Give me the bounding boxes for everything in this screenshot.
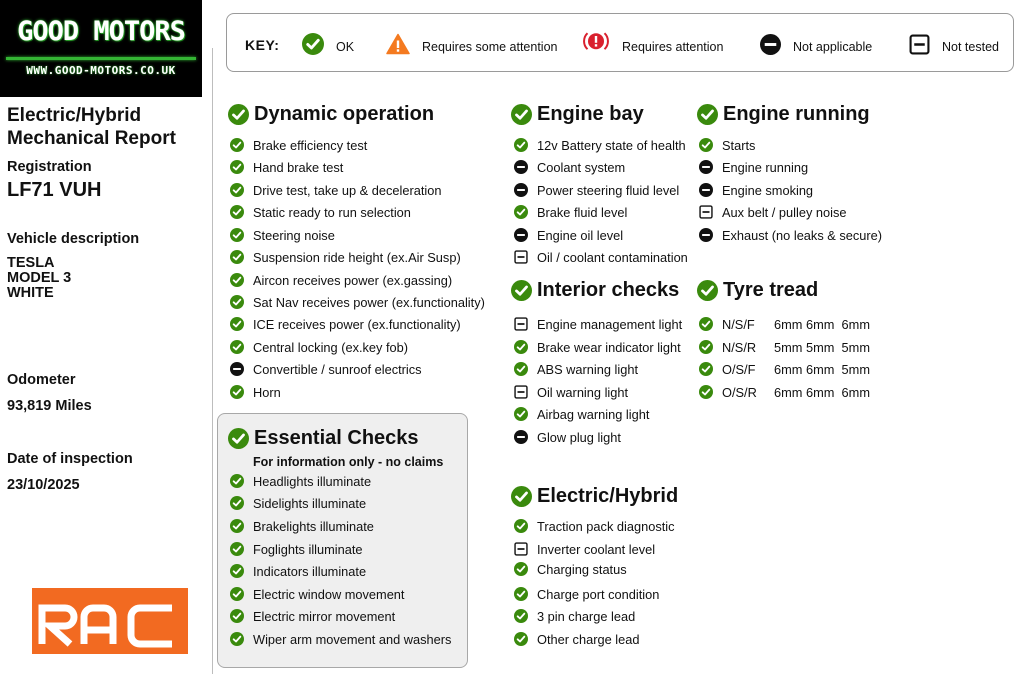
status-icon [230, 183, 244, 197]
tyre-depths: 5mm 5mm 5mm [774, 339, 870, 355]
key-item-na [760, 32, 872, 56]
check-label: Suspension ride height (ex.Air Susp) [253, 249, 461, 265]
check-label: Brake wear indicator light [537, 339, 681, 355]
section-title-text: Essential Checks [254, 427, 419, 449]
check-label: Convertible / sunroof electrics [253, 361, 422, 377]
check-label: Foglights illuminate [253, 541, 363, 557]
section-status-icon [511, 280, 532, 301]
check-item [230, 473, 371, 489]
section-title-interior-checks [511, 279, 679, 302]
odometer-value: 93,819 Miles [7, 398, 92, 414]
check-item [514, 406, 649, 422]
status-icon [699, 362, 713, 376]
check-label: Drive test, take up & deceleration [253, 182, 442, 198]
section-title-tyre-tread [697, 279, 818, 302]
key-label: KEY: [245, 37, 280, 53]
section-title-text: Electric/Hybrid [537, 485, 679, 507]
logo-url: WWW.GOOD-MOTORS.CO.UK [26, 64, 176, 77]
check-label: Charge port condition [537, 586, 660, 602]
check-item [230, 541, 363, 557]
status-key [226, 13, 1014, 72]
check-item [230, 137, 367, 153]
status-icon [699, 228, 713, 242]
status-icon [230, 587, 244, 601]
check-label: 3 pin charge lead [537, 608, 636, 624]
check-item [514, 204, 627, 220]
check-label: Charging status [537, 561, 627, 577]
status-icon [230, 519, 244, 533]
check-label: Sat Nav receives power (ex.functionality) [253, 294, 485, 310]
section-status-icon [228, 104, 249, 125]
check-item [699, 182, 813, 198]
status-icon [699, 340, 713, 354]
key-text-some-attention: Requires some attention [422, 40, 558, 54]
check-label: Other charge lead [537, 631, 640, 647]
registration-value: LF71 VUH [7, 179, 102, 201]
check-item [514, 541, 655, 557]
section-title-text: Engine running [723, 103, 870, 125]
check-label: ABS warning light [537, 361, 639, 377]
status-icon [230, 632, 244, 646]
status-icon [514, 183, 528, 197]
tyre-depths: 6mm 6mm 5mm [774, 361, 870, 377]
status-icon [699, 317, 713, 331]
check-label: Brake fluid level [537, 204, 628, 220]
check-label: Aux belt / pulley noise [722, 204, 847, 220]
check-label: Inverter coolant level [537, 541, 656, 557]
check-item [230, 182, 442, 198]
company-logo [0, 0, 202, 97]
column-divider [212, 48, 213, 674]
status-icon [230, 496, 244, 510]
tyre-row [699, 316, 870, 332]
not-tested-icon [909, 34, 930, 55]
key-item-ok [302, 32, 354, 56]
status-icon [514, 430, 528, 444]
check-label: Glow plug light [537, 429, 621, 445]
status-icon [230, 160, 244, 174]
tyre-row [699, 361, 870, 377]
check-label: Engine management light [537, 316, 683, 332]
check-label: Engine oil level [537, 227, 624, 243]
status-icon [514, 228, 528, 242]
check-item [230, 249, 461, 265]
check-item [514, 561, 627, 577]
attention-alert-icon [582, 30, 610, 58]
odometer-label: Odometer [7, 372, 76, 388]
status-icon [230, 273, 244, 287]
status-icon [514, 340, 528, 354]
check-label: Brake efficiency test [253, 137, 368, 153]
status-icon [514, 587, 528, 601]
status-icon [514, 250, 528, 264]
status-icon [514, 160, 528, 174]
check-label: Hand brake test [253, 159, 344, 175]
section-title-engine-running [697, 103, 870, 126]
section-title-text: Engine bay [537, 103, 644, 125]
section-status-icon [511, 104, 532, 125]
section-title-dynamic-operation [228, 103, 434, 126]
check-label: Sidelights illuminate [253, 495, 367, 511]
status-icon [230, 340, 244, 354]
check-label: Central locking (ex.key fob) [253, 339, 409, 355]
status-icon [514, 609, 528, 623]
check-label: Engine running [722, 159, 809, 175]
status-icon [230, 362, 244, 376]
warning-triangle-icon [386, 32, 410, 56]
check-item [230, 631, 451, 647]
check-label: Engine smoking [722, 182, 814, 198]
key-text-attention: Requires attention [622, 40, 724, 54]
not-applicable-icon [760, 34, 781, 55]
status-icon [514, 205, 528, 219]
status-icon [230, 609, 244, 623]
section-status-icon [228, 428, 249, 449]
check-label: Oil / coolant contamination [537, 249, 688, 265]
check-item [230, 227, 335, 243]
status-icon [514, 632, 528, 646]
status-icon [699, 183, 713, 197]
check-item [514, 137, 686, 153]
check-item [230, 316, 461, 332]
tyre-position: O/S/R [722, 384, 757, 400]
check-label: Indicators illuminate [253, 563, 367, 579]
status-icon [230, 317, 244, 331]
status-icon [230, 474, 244, 488]
check-label: Exhaust (no leaks & secure) [722, 227, 883, 243]
check-label: Electric window movement [253, 586, 405, 602]
status-icon [514, 317, 528, 331]
check-item [699, 137, 755, 153]
check-item [230, 159, 343, 175]
check-label: Wiper arm movement and washers [253, 631, 452, 647]
key-item-some-attention [386, 32, 558, 56]
logo-name: GOOD MOTORS [17, 16, 185, 47]
key-item-not-tested [909, 32, 999, 56]
check-item [699, 204, 847, 220]
tyre-position: N/S/F [722, 316, 755, 332]
check-item [230, 204, 411, 220]
section-status-icon [511, 486, 532, 507]
check-item [230, 272, 452, 288]
status-icon [230, 138, 244, 152]
status-icon [514, 385, 528, 399]
check-item [514, 159, 625, 175]
check-item [514, 518, 675, 534]
key-text-ok: OK [336, 40, 355, 54]
status-icon [230, 205, 244, 219]
status-icon [514, 138, 528, 152]
essential-checks-note: For information only - no claims [253, 455, 444, 469]
check-label: Coolant system [537, 159, 626, 175]
status-icon [699, 205, 713, 219]
check-item [230, 361, 422, 377]
check-item [514, 316, 682, 332]
report-title-line1: Electric/Hybrid [7, 105, 142, 126]
logo-rule [6, 57, 196, 60]
status-icon [230, 385, 244, 399]
check-label: Aircon receives power (ex.gassing) [253, 272, 453, 288]
check-item [514, 339, 681, 355]
status-icon [514, 542, 528, 556]
section-title-text: Dynamic operation [254, 103, 435, 125]
check-item [230, 495, 366, 511]
check-label: Oil warning light [537, 384, 629, 400]
status-icon [699, 385, 713, 399]
check-item [230, 384, 281, 400]
check-item [230, 608, 395, 624]
status-icon [514, 562, 528, 576]
tyre-position: O/S/F [722, 361, 756, 377]
check-label: ICE receives power (ex.functionality) [253, 316, 461, 332]
check-label: Traction pack diagnostic [537, 518, 675, 534]
status-icon [230, 542, 244, 556]
status-icon [699, 160, 713, 174]
date-label: Date of inspection [7, 451, 133, 467]
tyre-row [699, 339, 870, 355]
status-icon [230, 564, 244, 578]
check-label: Power steering fluid level [537, 182, 680, 198]
vehicle-model: MODEL 3 [7, 270, 72, 286]
status-icon [514, 519, 528, 533]
tyre-row [699, 384, 870, 400]
section-title-essential-checks [228, 427, 419, 450]
check-item [514, 249, 688, 265]
check-label: Static ready to run selection [253, 204, 411, 220]
check-item [514, 608, 635, 624]
vehicle-colour: WHITE [7, 285, 54, 301]
vehicle-make: TESLA [7, 255, 55, 271]
ok-icon [302, 33, 324, 55]
status-icon [230, 228, 244, 242]
status-icon [514, 407, 528, 421]
check-item [514, 384, 628, 400]
key-text-na: Not applicable [793, 40, 873, 54]
key-item-attention [582, 32, 723, 56]
key-text-not-tested: Not tested [942, 40, 999, 54]
check-label: Brakelights illuminate [253, 518, 374, 534]
check-label: Horn [253, 384, 281, 400]
status-icon [230, 295, 244, 309]
check-item [230, 294, 485, 310]
check-label: Headlights illuminate [253, 473, 372, 489]
check-label: Airbag warning light [537, 406, 650, 422]
tyre-position: N/S/R [722, 339, 757, 355]
status-icon [699, 138, 713, 152]
check-item [699, 227, 882, 243]
check-label: Starts [722, 137, 756, 153]
check-item [514, 361, 638, 377]
rac-logo [32, 588, 188, 654]
check-label: Electric mirror movement [253, 608, 396, 624]
registration-label: Registration [7, 159, 92, 175]
check-label: Steering noise [253, 227, 335, 243]
section-title-electric-hybrid [511, 485, 678, 508]
check-item [514, 227, 623, 243]
tyre-depths: 6mm 6mm 6mm [774, 316, 870, 332]
tyre-depths: 6mm 6mm 6mm [774, 384, 870, 400]
status-icon [230, 250, 244, 264]
report-title-line2: Mechanical Report [7, 128, 176, 149]
check-label: 12v Battery state of health [537, 137, 686, 153]
check-item [699, 159, 808, 175]
section-status-icon [697, 280, 718, 301]
check-item [230, 518, 374, 534]
check-item [230, 563, 366, 579]
check-item [514, 586, 659, 602]
report-title [7, 104, 207, 150]
vehicle-description [7, 256, 71, 301]
check-item [230, 339, 408, 355]
section-title-engine-bay [511, 103, 644, 126]
date-value: 23/10/2025 [7, 477, 80, 493]
check-item [514, 182, 679, 198]
check-item [514, 429, 621, 445]
check-item [514, 631, 639, 647]
section-title-text: Tyre tread [723, 279, 819, 301]
section-title-text: Interior checks [537, 279, 680, 301]
check-item [230, 586, 404, 602]
status-icon [514, 362, 528, 376]
section-status-icon [697, 104, 718, 125]
vehicle-description-label: Vehicle description [7, 231, 140, 247]
